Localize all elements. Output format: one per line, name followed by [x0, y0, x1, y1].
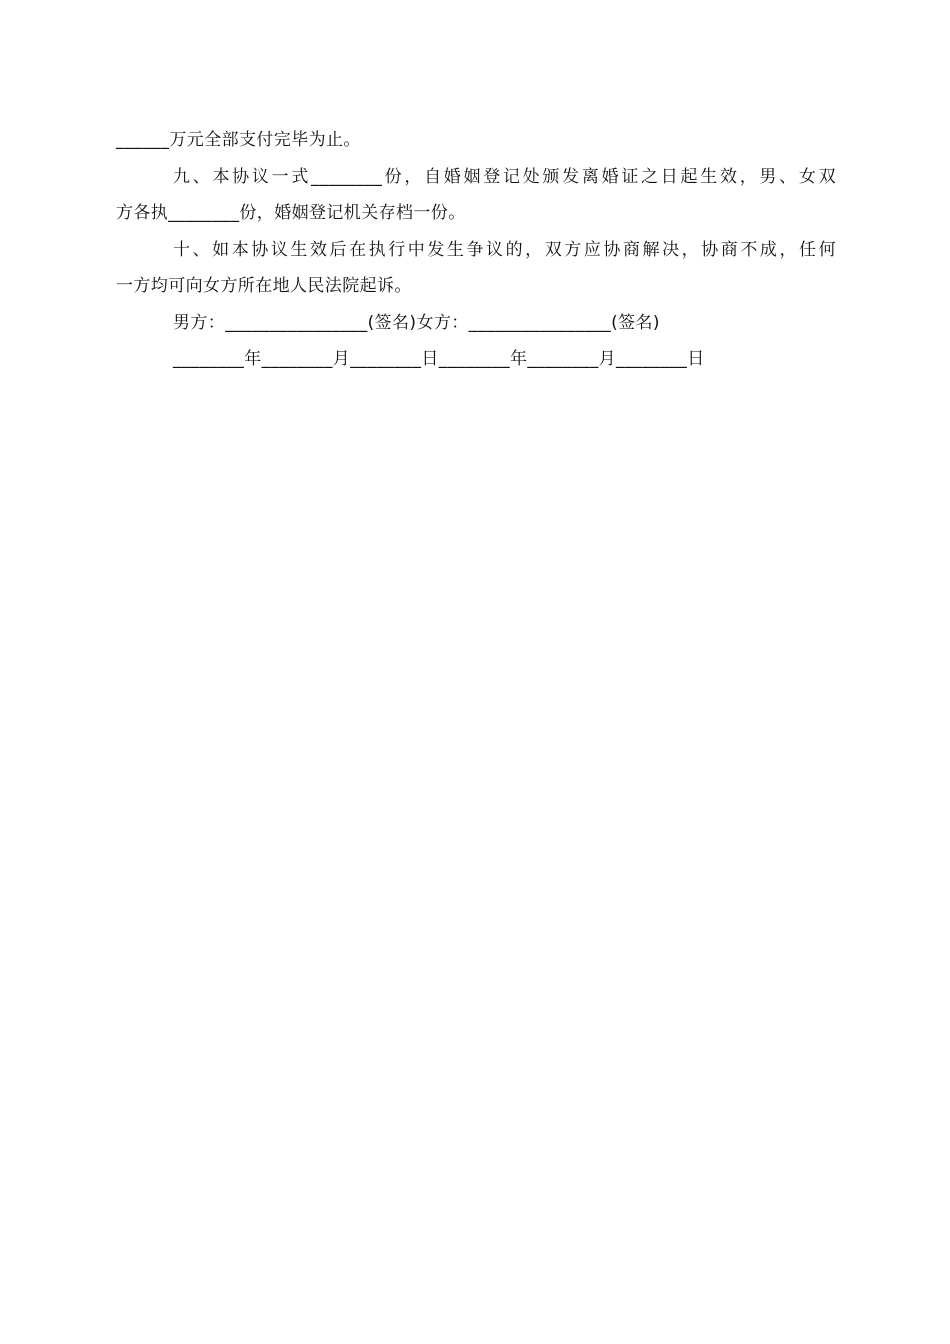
date-line: ________年________月________日________年________月________日 — [173, 349, 705, 369]
clause-ten-line-2: 一方均可向女方所在地人民法院起诉。 — [116, 276, 412, 296]
clause-nine-line-1: 九、本协议一式________份，自婚姻登记处颁发离婚证之日起生效，男、女双 — [173, 166, 836, 187]
payment-clause-end: ______万元全部支付完毕为止。 — [116, 130, 361, 150]
document-body — [116, 122, 836, 378]
signature-line: 男方：________________(签名)女方：________________(签名) — [173, 312, 660, 333]
clause-ten-line-1: 十、如本协议生效后在执行中发生争议的，双方应协商解决，协商不成，任何 — [173, 239, 836, 260]
clause-nine-line-2: 方各执________份，婚姻登记机关存档一份。 — [116, 203, 466, 223]
